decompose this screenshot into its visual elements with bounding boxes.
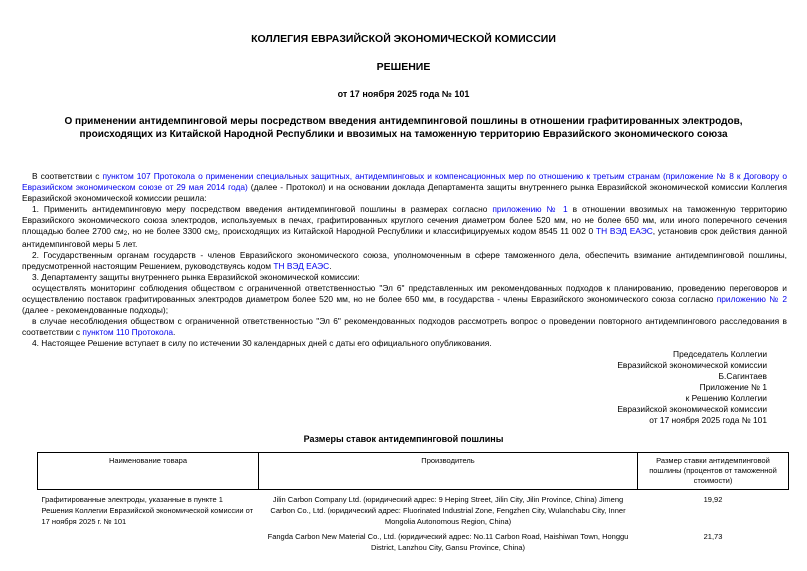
table-row [38,490,789,528]
preamble-text-2: (далее - Протокол) и на основании доклада Департамента защиты внутреннего рынка Евразийской экономической комиссии Коллегия Евразийской экономической комиссии решила: [22,182,788,203]
item3-text-1: 3. Департаменту защиты внутреннего рынка Евразийской экономической комиссии: [32,272,360,282]
annex-table-title: Размеры ставок антидемпинговой пошлины [303,434,504,444]
table-row [38,527,789,553]
link-tn-ved-eaes-2[interactable]: ТН ВЭД ЕАЭС [273,261,330,271]
doc-date-number: от 17 ноября 2025 года № 101 [337,89,470,99]
item1-text-5: , установив срок действия данной антидемпинговой меры 5 лет. [22,226,787,249]
paragraph-item-4 [22,338,787,349]
org-name: КОЛЛЕГИЯ ЕВРАЗИЙСКОЙ ЭКОНОМИЧЕСКОЙ КОМИССИИ [251,33,556,45]
link-protocol-point-107[interactable]: пунктом 107 Протокола о применении специальных защитных, антидемпинговых и компенсационных мер по отношению к третьим странам (приложение № 8 к Договору о Евразийском экономическом союзе от 29 мая 2014 года) [22,171,787,192]
paragraph-item-3b [22,316,787,338]
item3a-text-2: (далее - рекомендованные подходы); [22,305,169,315]
item1-text-4: , происходящих из Китайской Народной Республики и классифицируемых кодом 8545 11 002 0 [217,226,596,236]
item4-text-1: 4. Настоящее Решение вступает в силу по истечении 30 календарных дней с даты его официального опубликования. [32,338,492,348]
duty-rates-table [37,452,789,553]
item3b-text-1: в случае несоблюдения обществом с ограниченной ответственностью "Эл 6" рекомендованных подходов рассмотреть вопрос о проведении повторного антидемпингового расследования в соответствии с [22,316,787,337]
doc-type: РЕШЕНИЕ [376,61,431,73]
paragraph-item-1 [22,204,787,250]
appendix-line-date: от 17 ноября 2025 года № 101 [649,415,767,425]
item1-superscript-1: 2 [123,230,128,237]
cell-producer-1: Jilin Carbon Company Ltd. (юридический адрес: 9 Heping Street, Jilin City, Jilin Province, China) Jimeng Carbon Co., Ltd. (юридический адрес: Fluorinated Industrial Zone, Fengzhen City, Wulanchabu City, Inner Mongolia Autonomous Region, China) [270,495,626,526]
item3a-text-1: осуществлять мониторинг соблюдения обществом с ограниченной ответственностью "Эл 6" представленных им рекомендованных подходов к планированию, проведению переговоров и осуществлению поставок графитированных электродов диаметром более 520 мм, но не более 650 мм, в государства - члены Евразийского экономического союза согласно [22,283,787,304]
appendix-line-org: Евразийской экономической комиссии [617,404,767,414]
paragraph-item-2 [22,250,787,272]
item2-text-2: . [329,261,332,271]
paragraph-item-3 [22,272,787,283]
cell-producer-2: Fangda Carbon New Material Co., Ltd. (юридический адрес: No.11 Carbon Road, Haishiwan Town, Honggu District, Lanzhou City, Gansu Province, China) [267,532,629,552]
signature-line-org: Евразийской экономической комиссии [617,360,767,370]
link-annex-2[interactable]: приложению № 2 [716,294,787,304]
link-protocol-point-110[interactable]: пунктом 110 Протокола [82,327,174,337]
link-annex-1[interactable]: приложению № 1 [492,204,568,214]
column-header-product: Наименование товара [38,453,259,490]
cell-rate-1: 19,92 [703,495,723,504]
appendix-line-to-decision: к Решению Коллегии [685,393,767,403]
appendix-line-number: Приложение № 1 [699,382,767,392]
item1-text-1: 1. Применить антидемпинговую меру посредством введения антидемпинговой пошлины в размерах согласно [32,204,493,214]
paragraph-item-3a [22,283,787,316]
doc-title: О применении антидемпинговой меры посредством введения антидемпинговой пошлины в отношении графитированных электродов, происходящих из Китайской Народной Республики и ввозимых на таможенную территорию Евразийского экономического союза [64,116,743,140]
item1-superscript-2: 2 [214,230,218,237]
item2-text-1: 2. Государственным органам государств - членов Евразийского экономического союза, уполномоченным в сфере таможенного дела, обеспечить взимание антидемпинговой пошлины, предусмотренной настоящим Решением, руководствуясь кодом [22,250,787,271]
preamble-text-1: В соответствии с [32,171,103,181]
paragraph-preamble [22,171,787,204]
link-tn-ved-eaes-1[interactable]: ТН ВЭД ЕАЭС [595,226,653,236]
signature-line-name: Б.Сагинтаев [718,371,767,381]
item1-text-3: , но не более 3300 см [127,226,215,236]
column-header-producer: Производитель [259,453,638,490]
item1-text-2: в отношении ввозимых на таможенную территорию Евразийского экономического союза электродов, используемых в печах, графитированных круглого сечения диаметром более 520 мм, но не более 650 мм, или иного поперечного сечения площадью более 2700 см [22,204,787,236]
cell-product-2 [38,527,259,553]
item3b-text-2: . [173,327,176,337]
doc-body [22,171,787,349]
signature-line-position: Председатель Коллегии [673,349,767,359]
table-header-row [38,453,789,490]
signature-and-appendix-block [0,349,767,426]
cell-rate-2: 21,73 [703,532,723,541]
column-header-rate: Размер ставки антидемпинговой пошлины (процентов от таможенной стоимости) [638,453,789,490]
cell-product-1: Графитированные электроды, указанные в пункте 1 Решения Коллегии Евразийской экономической комиссии от 17 ноября 2025 г. № 101 [41,495,254,526]
